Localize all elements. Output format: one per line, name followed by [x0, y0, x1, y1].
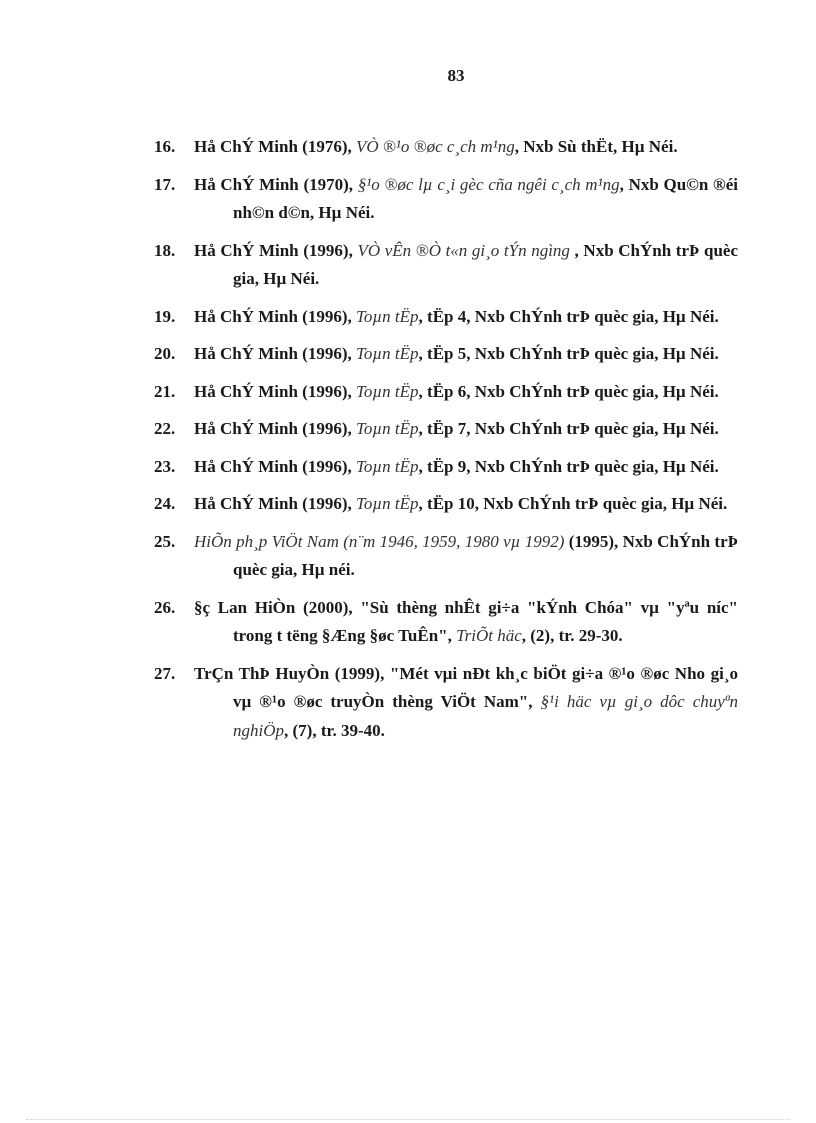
reference-number: 20. [154, 344, 176, 363]
reference-number: 16. [154, 137, 176, 156]
reference-author: Hå ChÝ Minh (1996), [194, 419, 356, 438]
reference-author: Hå ChÝ Minh (1996), [194, 381, 356, 401]
reference-title: Toµn tËp [355, 306, 419, 326]
reference-item-22 [0, 415, 816, 444]
reference-title: Toµn tËp [355, 344, 419, 363]
reference-title: TriÕt häc [456, 626, 522, 645]
reference-item-20 [0, 340, 816, 369]
reference-number: 19. [154, 306, 176, 326]
reference-item-19 [0, 303, 816, 332]
reference-number: 27. [154, 663, 176, 683]
reference-author: TrÇn ThÞ HuyÒn (1999), "Mét vµi nÐt kh¸c biÖt gi÷a ®¹o ®øc Nho gi¸o vµ ®¹o ®øc truyÒn thèng ViÖt Nam", [194, 663, 738, 711]
reference-publisher: , Nxb Qu©n ®éi nh©n d©n, Hµ Néi. [233, 174, 738, 222]
reference-publisher: , Nxb ChÝnh trÞ quèc gia, Hµ Néi. [233, 240, 739, 288]
reference-number: 23. [154, 456, 176, 476]
reference-number: 18. [154, 240, 176, 260]
reference-author: Hå ChÝ Minh (1996), [194, 456, 356, 476]
reference-number: 22. [154, 419, 176, 438]
reference-publisher: , (7), tr. 39-40. [284, 720, 385, 740]
reference-publisher: , tËp 6, Nxb ChÝnh trÞ quèc gia, Hµ Néi. [418, 381, 719, 401]
reference-title: Toµn tËp [355, 419, 419, 438]
reference-author: Hå ChÝ Minh (1976), [194, 137, 356, 156]
page-bottom-divider [26, 1119, 790, 1120]
reference-title: §¹i häc vµ gi¸o dôc chuyªn nghiÖp [233, 692, 738, 740]
reference-title: §¹o ®øc lµ c¸i gèc cña ngêi c¸ch m¹ng [357, 174, 620, 194]
reference-title: Toµn tËp [355, 456, 419, 476]
reference-number: 25. [154, 531, 176, 551]
reference-author: §ç Lan HiÒn (2000), "Sù thèng nhÊt gi÷a "kÝnh Chóa" vµ "yªu níc" trong t tëng §Æng §øc TuÊn", [194, 597, 738, 645]
page-number: 83 [447, 66, 465, 85]
reference-item-18 [0, 237, 816, 294]
reference-item-16 [0, 133, 816, 162]
reference-author: Hå ChÝ Minh (1996), [194, 306, 356, 326]
reference-item-25 [0, 528, 816, 585]
reference-author: Hå ChÝ Minh (1996), [194, 344, 356, 363]
reference-publisher: , tËp 5, Nxb ChÝnh trÞ quèc gia, Hµ Néi. [418, 344, 719, 363]
reference-author: Hå ChÝ Minh (1970), [194, 174, 358, 194]
reference-number: 17. [154, 174, 176, 194]
reference-publisher: , tËp 9, Nxb ChÝnh trÞ quèc gia, Hµ Néi. [418, 456, 719, 476]
reference-item-21 [0, 378, 816, 407]
reference-number: 24. [154, 494, 176, 513]
reference-item-23 [0, 453, 816, 482]
reference-number: 26. [154, 597, 176, 617]
reference-author: Hå ChÝ Minh (1996), [194, 494, 356, 513]
reference-number: 21. [154, 381, 176, 401]
reference-author: Hå ChÝ Minh (1996), [194, 240, 358, 260]
reference-item-24 [0, 490, 816, 519]
reference-publisher: , Nxb Sù thËt, Hµ Néi. [514, 137, 678, 156]
reference-title: VÒ vÊn ®Ò t«n gi¸o tÝn ngìng [357, 240, 570, 260]
reference-item-27 [0, 660, 816, 746]
reference-title: VÒ ®¹o ®øc c¸ch m¹ng [355, 137, 515, 156]
reference-list [0, 133, 816, 754]
reference-publisher: (1995), Nxb ChÝnh trÞ quèc gia, Hµ néi. [233, 531, 739, 579]
reference-item-26 [0, 594, 816, 651]
reference-publisher: , tËp 7, Nxb ChÝnh trÞ quèc gia, Hµ Néi. [418, 419, 719, 438]
reference-publisher: , (2), tr. 29-30. [521, 626, 623, 645]
reference-title: HiÕn ph¸p ViÖt Nam (n¨m 1946, 1959, 1980 vµ 1992) [194, 531, 565, 551]
reference-item-17 [0, 171, 816, 228]
reference-title: Toµn tËp [355, 381, 419, 401]
reference-title: Toµn tËp [355, 494, 419, 513]
reference-publisher: , tËp 10, Nxb ChÝnh trÞ quèc gia, Hµ Néi. [418, 494, 728, 513]
reference-publisher: , tËp 4, Nxb ChÝnh trÞ quèc gia, Hµ Néi. [418, 306, 719, 326]
